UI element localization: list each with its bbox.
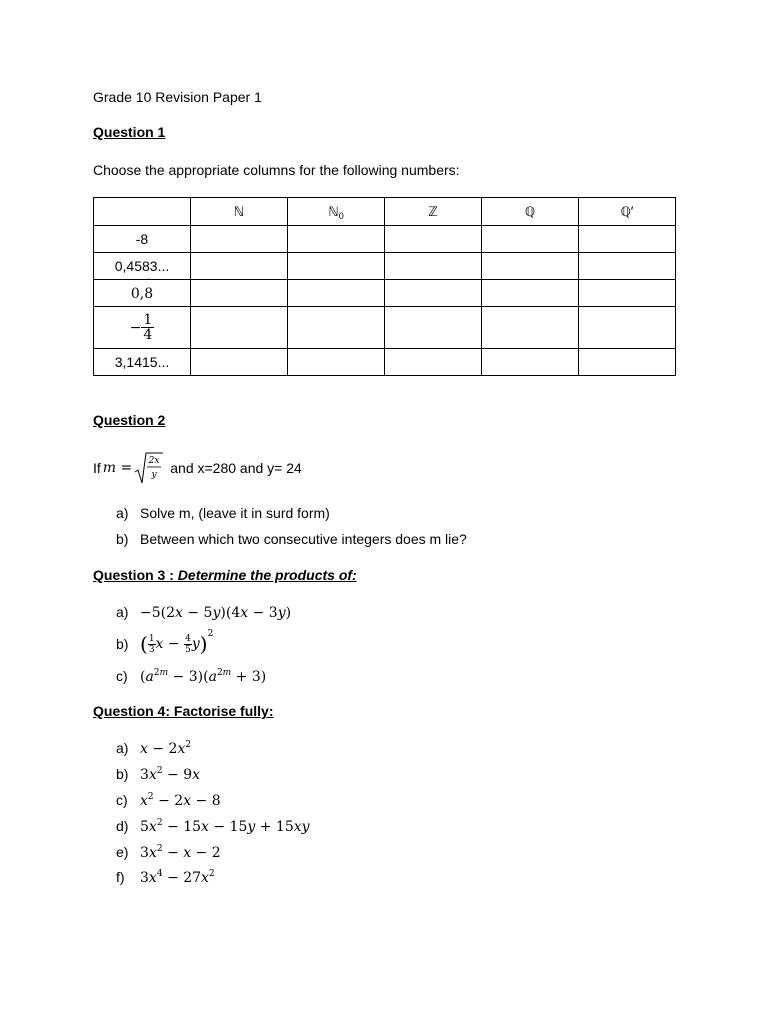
column-header-irrationals: ℚ′: [579, 198, 676, 226]
expression-4c: $x^2 - 2x - 8$: [140, 792, 221, 809]
table-cell: [191, 307, 288, 349]
table-cell: [482, 253, 579, 280]
table-cell: [482, 349, 579, 376]
question-3-part-b: b) ( $\frac{1}{3}$ x − $\frac{4}{5}$ y)$^2$: [116, 629, 214, 656]
row-label-decimal-04583: 0,4583...: [94, 253, 191, 280]
column-header-rationals: ℚ: [482, 198, 579, 226]
table-cell: [191, 280, 288, 307]
question-4-part-f: f) $3x^4 - 27x^2$: [116, 869, 215, 886]
column-header-integers: ℤ: [385, 198, 482, 226]
question-3-part-a: a) −5(2x − 5y)(4x − 3y): [116, 604, 292, 621]
question-4-part-a: a) $x - 2x^2$: [116, 740, 192, 757]
question-3-part-c: c) $(a^{2m} - 3)(a^{2m} + 3)$: [116, 668, 267, 685]
table-corner-cell: [94, 198, 191, 226]
table-cell: [288, 253, 385, 280]
question-4-part-c: c) $x^2 - 2x - 8$: [116, 792, 221, 809]
table-cell: [579, 280, 676, 307]
question-2-statement: [93, 449, 302, 487]
expression-3a: −5(2x − 5y)(4x − 3y): [140, 605, 292, 621]
expression-4a: $x - 2x^2$: [140, 740, 192, 757]
table-cell: [482, 280, 579, 307]
question-2-lead: If: [93, 460, 101, 476]
table-cell: [482, 226, 579, 253]
table-cell: [579, 349, 676, 376]
question-4-heading: Question 4: Factorise fully:: [93, 703, 274, 719]
expression-4d: $5x^2 - 15x - 15y + 15xy$: [140, 818, 310, 835]
table-cell: [579, 253, 676, 280]
expression-3b: ( $\frac{1}{3}$ x − $\frac{4}{5}$ y)$^2$: [140, 629, 214, 656]
table-cell: [385, 253, 482, 280]
question-2-heading: Question 2: [93, 412, 166, 428]
expression-3c: $(a^{2m} - 3)(a^{2m} + 3)$: [140, 668, 267, 685]
table-cell: [385, 280, 482, 307]
row-label-negative-quarter: − $\frac{1}{4}$: [94, 307, 191, 349]
table-cell: [288, 226, 385, 253]
column-header-naturals: ℕ: [191, 198, 288, 226]
column-header-whole: ℕ$_0$: [288, 198, 385, 226]
svg-text:2x: 2x: [148, 456, 160, 466]
table-cell: [288, 280, 385, 307]
question-3-heading: Question 3 : Determine the products of:: [93, 567, 357, 583]
question-4-part-b: b) $3x^2 - 9x$: [116, 766, 201, 783]
question-4-part-d: d) $5x^2 - 15x - 15y + 15xy$: [116, 818, 310, 835]
table-cell: [385, 226, 482, 253]
row-label-pi-approx: 3,1415...: [94, 349, 191, 376]
square-root-icon: [134, 450, 164, 486]
table-cell: [191, 349, 288, 376]
table-cell: [579, 307, 676, 349]
number-sets-table: [93, 197, 676, 376]
table-cell: [482, 307, 579, 349]
expression-4b: $3x^2 - 9x$: [140, 766, 201, 783]
table-cell: [191, 253, 288, 280]
row-label-negative-eight: -8: [94, 226, 191, 253]
question-2-tail: and x=280 and y= 24: [170, 460, 302, 476]
table-cell: [385, 307, 482, 349]
expression-4f: $3x^4 - 27x^2$: [140, 869, 215, 886]
table-cell: [288, 349, 385, 376]
equation-m-sqrt: m =: [102, 460, 133, 476]
question-2-part-b: b) Between which two consecutive integers does m lie?: [116, 531, 467, 547]
table-cell: [385, 349, 482, 376]
expression-4e: $3x^2 - x - 2$: [140, 844, 221, 861]
svg-text:y: y: [151, 470, 157, 480]
question-2-part-a: a) Solve m, (leave it in surd form): [116, 505, 330, 521]
table-cell: [191, 226, 288, 253]
document-title: Grade 10 Revision Paper 1: [93, 89, 262, 105]
table-cell: [288, 307, 385, 349]
row-label-recurring-08: 0,8 ˙: [94, 280, 191, 307]
question-4-part-e: e) $3x^2 - x - 2$: [116, 844, 221, 861]
question-1-instruction: Choose the appropriate columns for the following numbers:: [93, 162, 460, 178]
question-1-heading: Question 1: [93, 124, 166, 140]
table-cell: [579, 226, 676, 253]
